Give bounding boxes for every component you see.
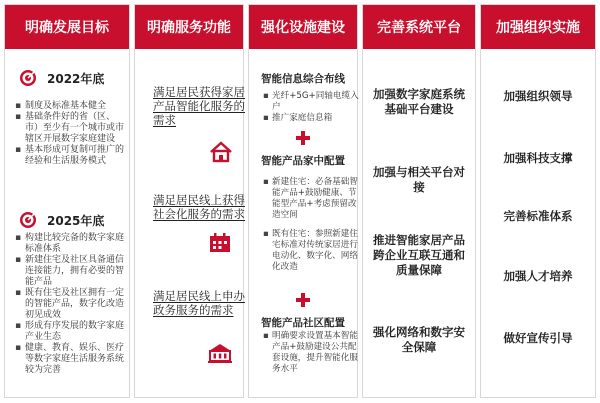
column-service-functions (134, 4, 244, 398)
infra-list (263, 331, 361, 375)
list-item: ▪ 基本形成可复制可推广的经验和生活服务模式 (15, 145, 127, 167)
platform-item: 加强与相关平台对接 (373, 165, 465, 194)
column-header: 明确发展目标 (5, 5, 129, 49)
section-title: 智能产品家中配置 (261, 155, 345, 167)
goal-list-2025 (15, 233, 127, 376)
column-header: 明确服务功能 (135, 5, 243, 49)
list-item: ▪ 推广家庭信息箱 (263, 113, 361, 124)
column-development-goals (4, 4, 130, 398)
list-item: ▪ 制度及标准基本健全 (15, 101, 127, 112)
list-item: ▪ 基础条件好的省（区、市）至少有一个城市或市辖区开展数字家庭建设 (15, 112, 127, 145)
column-header: 加强组织实施 (481, 5, 595, 49)
goal-year-2022 (19, 69, 104, 87)
platform-item: 加强数字家庭系统基础平台建设 (373, 87, 465, 116)
column-system-platform (362, 4, 476, 398)
plus-icon (296, 131, 310, 145)
organization-item: 加强组织领导 (503, 89, 573, 103)
goal-year-label: 2025年底 (47, 213, 105, 228)
house-icon (209, 141, 233, 163)
organization-item: 加强科技支撑 (503, 151, 573, 165)
list-item: ▪ 新建住宅及社区具备通信连接能力，拥有必要的智能产品 (15, 255, 127, 288)
column-header: 强化设施建设 (249, 5, 357, 49)
need-text: 满足居民线上申办政务服务的需求 (153, 289, 245, 317)
organization-item: 做好宣传引导 (503, 331, 573, 345)
target-icon (19, 69, 37, 87)
list-item: ▪ 构建比较完备的数字家庭标准体系 (15, 233, 127, 255)
need-item (153, 289, 251, 317)
infra-list (263, 177, 361, 273)
infra-list (263, 91, 361, 124)
column-infrastructure (248, 4, 358, 398)
list-item: ▪ 光纤+5G+同轴电缆入户 (263, 91, 361, 113)
need-text: 满足居民线上获得社会化服务的需求 (153, 193, 245, 221)
list-item: ▪ 明确要求设置基本智能产品+鼓励建设公共配套设施，提升智能化服务水平 (263, 331, 361, 375)
organization-item: 加强人才培养 (503, 269, 573, 283)
platform-item: 强化网络和数字安全保障 (373, 325, 465, 354)
list-item: ▪ 既有住宅：参照新建住宅标准对传统家居进行电动化、数字化、网络化改造 (263, 229, 361, 273)
list-item: ▪ 既有住宅及社区拥有一定的智能产品，数字化改造初见成效 (15, 288, 127, 321)
goal-year-label: 2022年底 (47, 71, 105, 86)
organization-item: 完善标准体系 (503, 209, 573, 223)
column-header: 完善系统平台 (363, 5, 475, 49)
list-item: ▪ 形成有序发展的数字家庭产业生态 (15, 321, 127, 343)
list-item: ▪ 健康、教育、娱乐、医疗等数字家庭生活服务系统较为完善 (15, 343, 127, 376)
list-item: ▪ 新建住宅：必备基础智能产品+鼓励健康、节能型产品+考虑预留改造空间 (263, 177, 361, 221)
government-building-icon (207, 343, 233, 363)
section-title: 智能产品社区配置 (261, 317, 345, 329)
need-item (153, 193, 251, 221)
section-title: 智能信息综合布线 (261, 73, 345, 85)
plus-icon (296, 293, 310, 307)
goal-list-2022 (15, 101, 127, 167)
need-text: 满足居民获得家居产品智能化服务的需求 (153, 85, 245, 127)
need-item (153, 85, 251, 127)
platform-item: 推进智能家居产品跨企业互联互通和质量保障 (373, 233, 465, 277)
target-icon (19, 211, 37, 229)
goal-year-2025 (19, 211, 104, 229)
calendar-icon (209, 233, 231, 253)
column-organization (480, 4, 596, 398)
